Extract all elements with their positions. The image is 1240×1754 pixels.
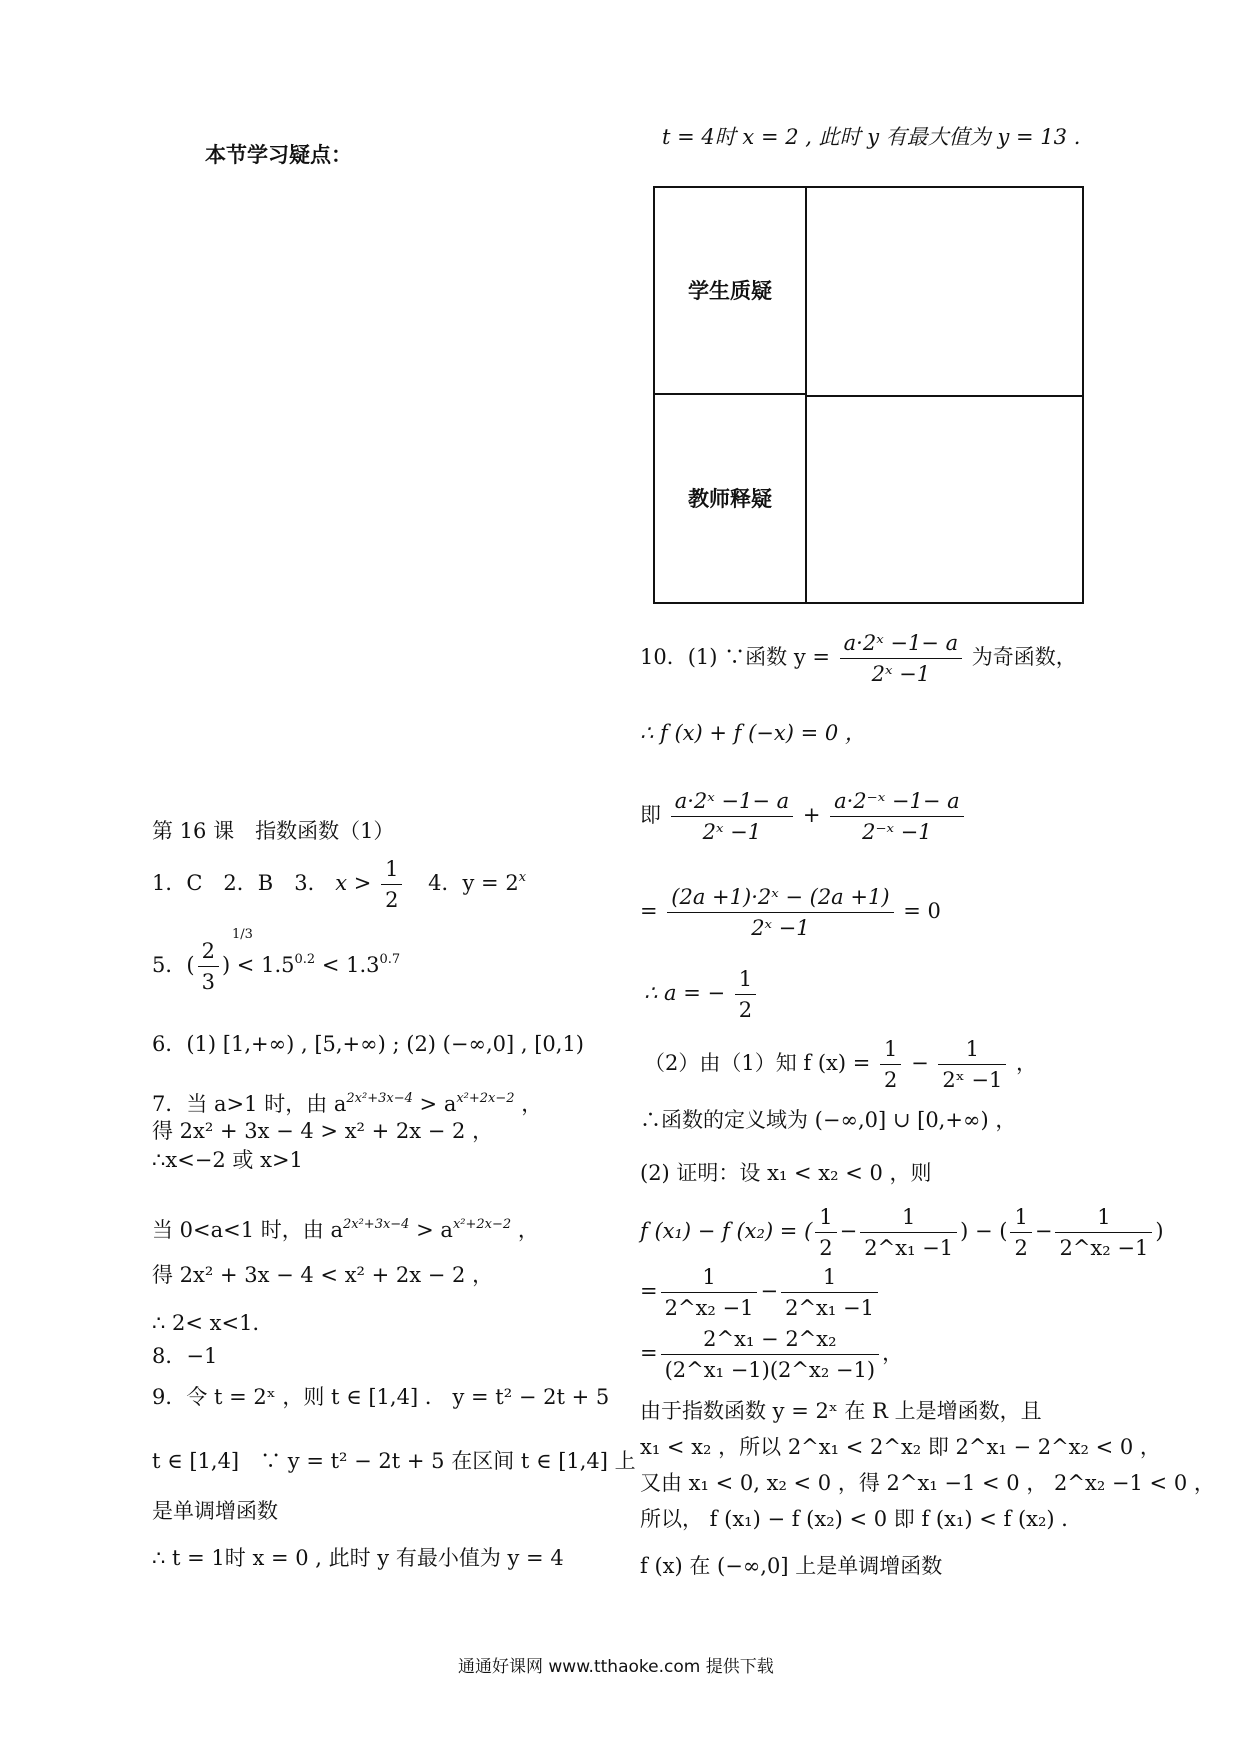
answer-7-line2: 得 2x² + 3x − 4 > x² + 2x − 2 ，	[152, 1119, 494, 1143]
difference-expression	[640, 1204, 1164, 1261]
difference-step-3	[640, 1326, 903, 1383]
l6-fraction-2	[938, 1036, 1006, 1093]
q10-b: 为奇函数，	[971, 645, 1077, 669]
q5-exp: 1/3	[232, 927, 253, 942]
student-question-label-cell	[655, 188, 807, 395]
l5-den: 2	[738, 998, 753, 1022]
l9-d1: 2	[819, 1236, 833, 1260]
l9-fraction-4	[1055, 1204, 1152, 1261]
answer-1-4	[152, 856, 526, 913]
l9-c: )	[1155, 1219, 1164, 1243]
answer-6: 6．(1) [1,+∞) , [5,+∞) ; (2) (−∞,0] , [0,1)	[152, 1032, 584, 1056]
q10-den: 2ˣ −1	[871, 662, 931, 686]
l11-eq: =	[640, 1341, 658, 1365]
q5-rest-a: ) < 1.5	[221, 953, 295, 977]
odd-function-condition: ∴ f (x) + f (−x) = 0 ，	[640, 721, 866, 745]
l10-m: −	[760, 1279, 779, 1303]
q5-rest-b: < 1.3	[315, 953, 380, 977]
l11-fraction	[661, 1326, 879, 1383]
l11-b: ，	[882, 1341, 904, 1365]
l9-fraction-3	[1010, 1204, 1031, 1261]
answer-9-line4: ∴ t = 1时 x = 0 , 此时 y 有最小值为 y = 4	[152, 1546, 564, 1570]
l9-n1: 1	[815, 1204, 836, 1233]
a-value	[644, 966, 759, 1023]
q3-fraction	[381, 856, 402, 913]
answer-9-line3: 是单调增函数	[152, 1499, 278, 1523]
l4-fraction	[667, 884, 893, 941]
l6-num2: 1	[938, 1036, 1006, 1065]
teacher-answer-label: 教师释疑	[688, 486, 772, 511]
answer-5	[152, 927, 401, 995]
l9-fraction-1	[815, 1204, 836, 1261]
l6-minus: −	[911, 1051, 929, 1075]
answer-8: 8．−1	[152, 1344, 218, 1368]
q5-exp2: 0.2	[294, 952, 316, 967]
answer-9-line1: 9．令 t = 2ˣ ，则 t ∈ [1,4] ． y = t² − 2t + 5	[152, 1385, 610, 1409]
l4-den: 2ˣ −1	[751, 916, 810, 940]
l9-m2: −	[1034, 1219, 1053, 1243]
teacher-answer-label-cell	[655, 395, 807, 602]
q10-fraction	[840, 630, 962, 687]
l9-m1: −	[839, 1219, 858, 1243]
q4: 4．y = 2	[428, 871, 519, 895]
q7-l4-b: > a	[409, 1218, 453, 1242]
domain-line: ∴函数的定义域为 (−∞,0] ∪ [0,+∞) ，	[640, 1108, 1017, 1132]
lesson-title: 第 16 课 指数函数（1）	[152, 819, 395, 843]
answer-7-line1	[152, 1086, 542, 1117]
l9-n4: 1	[1055, 1204, 1152, 1233]
l11-num: 2^x₁ − 2^x₂	[661, 1326, 879, 1355]
l3-num1: a·2ˣ −1− a	[671, 788, 793, 817]
l3-plus: +	[802, 803, 821, 827]
l3-a: 即	[640, 803, 661, 827]
l5-fraction	[735, 966, 756, 1023]
l10-eq: =	[640, 1279, 658, 1303]
q5-exp3: 0.7	[379, 952, 401, 967]
l4-num: (2a +1)·2ˣ − (2a +1)	[667, 884, 893, 913]
l9-n3: 1	[1010, 1204, 1031, 1233]
q5-fraction	[198, 938, 219, 995]
q3-num: 1	[381, 856, 402, 885]
answer-10-line1	[640, 630, 1077, 687]
l9-d4: 2^x₂ −1	[1059, 1236, 1149, 1260]
l10-n1: 1	[661, 1264, 758, 1293]
l3-num2: a·2⁻ˣ −1− a	[830, 788, 964, 817]
l9-fraction-2	[860, 1204, 957, 1261]
max-value-line: t = 4时 x = 2 , 此时 y 有最大值为 y = 13 .	[662, 125, 1081, 149]
sum-expression	[640, 788, 967, 845]
l3-fraction-1	[671, 788, 793, 845]
l6-fraction-1	[880, 1036, 901, 1093]
q3-x: x >	[335, 871, 372, 895]
proof-start: (2) 证明：设 x₁ < x₂ < 0 ，则	[640, 1161, 932, 1185]
l5-num: 1	[735, 966, 756, 995]
student-question-label: 学生质疑	[688, 278, 772, 303]
l10-d2: 2^x₁ −1	[785, 1296, 874, 1320]
l9-n2: 1	[860, 1204, 957, 1233]
q7-l1-exp1: 2x²+3x−4	[346, 1091, 413, 1106]
l4-eq: =	[640, 899, 658, 923]
l6-a: （2）由（1）知 f (x) =	[644, 1051, 871, 1075]
q7-l1-exp2: x²+2x−2	[456, 1091, 515, 1106]
l10-n2: 1	[781, 1264, 878, 1293]
l9-d3: 2	[1014, 1236, 1028, 1260]
q7-l1-c: ，	[514, 1092, 543, 1116]
q7-l4-exp2: x²+2x−2	[452, 1217, 512, 1232]
footer-text: 通通好课网 www.tthaoke.com 提供下载	[458, 1657, 774, 1677]
l6-den2: 2ˣ −1	[942, 1068, 1003, 1092]
q5-prefix: 5．(	[152, 953, 195, 977]
proof-line-4: 所以， f (x₁) − f (x₂) < 0 即 f (x₁) < f (x₂) ．	[640, 1507, 1083, 1531]
answer-7-line5: 得 2x² + 3x − 4 < x² + 2x − 2 ，	[152, 1263, 494, 1287]
q5-den: 3	[201, 970, 215, 994]
answer-7-line6: ∴ 2< x<1．	[152, 1311, 274, 1335]
conclusion-line: f (x) 在 (−∞,0] 上是单调增函数	[640, 1554, 943, 1578]
difference-step-2	[640, 1264, 881, 1321]
l9-a: f (x₁) − f (x₂) = (	[640, 1219, 813, 1243]
answer-7-line4	[152, 1212, 539, 1243]
proof-line-1: 由于指数函数 y = 2ˣ 在 R 上是增函数，且	[640, 1399, 1042, 1423]
l3-fraction-2	[830, 788, 964, 845]
q4-exp: x	[518, 870, 527, 885]
l6-b: ，	[1016, 1051, 1037, 1075]
proof-line-2: x₁ < x₂ ，所以 2^x₁ < 2^x₂ 即 2^x₁ − 2^x₂ < 0 ，	[640, 1435, 1161, 1459]
q7-l4-a: 当 0<a<1 时，由 a	[152, 1218, 343, 1242]
teacher-answer-cell[interactable]	[807, 395, 1082, 602]
l6-den1: 2	[884, 1068, 898, 1092]
l9-d2: 2^x₁ −1	[864, 1236, 954, 1260]
l5-a: ∴ a = −	[644, 981, 726, 1005]
proof-line-3: 又由 x₁ < 0, x₂ < 0 ，得 2^x₁ −1 < 0 ， 2^x₂ −1 < 0 ，	[640, 1471, 1215, 1495]
l4-zero: = 0	[903, 899, 941, 923]
q7-l1-b: > a	[412, 1092, 457, 1116]
answers-prefix: 1．C 2．B 3．	[152, 871, 329, 895]
function-form	[644, 1036, 1037, 1093]
simplified-expression	[640, 884, 941, 941]
answer-7-line3: ∴x<−2 或 x>1	[152, 1148, 303, 1172]
l11-den: (2^x₁ −1)(2^x₂ −1)	[664, 1358, 876, 1382]
q3-den: 2	[385, 888, 399, 912]
q7-l4-exp1: 2x²+3x−4	[342, 1217, 410, 1232]
l3-den1: 2ˣ −1	[702, 820, 762, 844]
l10-fraction-2	[781, 1264, 878, 1321]
l10-fraction-1	[661, 1264, 758, 1321]
q7-l1-a: 7．当 a>1 时，由 a	[152, 1092, 347, 1116]
l3-den2: 2⁻ˣ −1	[862, 820, 932, 844]
answer-9-line2: t ∈ [1,4] ∵ y = t² − 2t + 5 在区间 t ∈ [1,4] 上	[152, 1449, 636, 1473]
q10-a: 10．(1) ∵函数 y =	[640, 645, 830, 669]
l6-num1: 1	[880, 1036, 901, 1065]
q7-l4-c: ，	[511, 1218, 539, 1242]
l9-b: ) − (	[960, 1219, 1008, 1243]
l10-d1: 2^x₂ −1	[664, 1296, 754, 1320]
doubt-heading: 本节学习疑点：	[205, 143, 352, 167]
q10-num: a·2ˣ −1− a	[840, 630, 962, 659]
student-question-cell[interactable]	[807, 188, 1082, 397]
q5-num: 2	[198, 938, 219, 967]
question-table	[653, 186, 1084, 604]
